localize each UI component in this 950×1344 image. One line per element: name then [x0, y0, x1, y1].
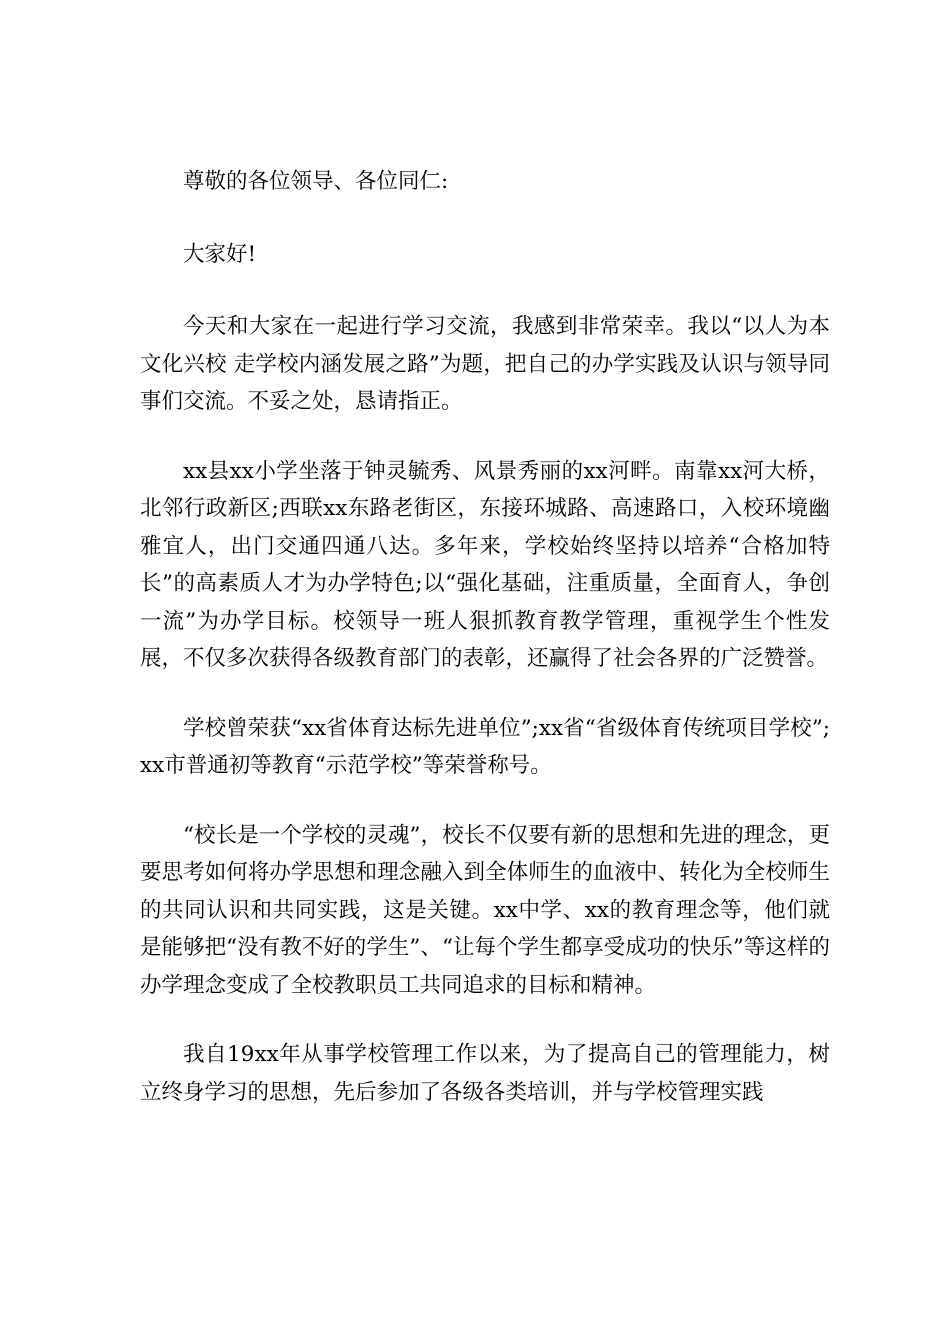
- paragraph-school-profile: xx县xx小学坐落于钟灵毓秀、风景秀丽的xx河畔。南靠xx河大桥，北邻行政新区;西联xx东路老街区，东接环城路、高速路口，入校环境幽雅宜人，出门交通四通八达。多年来，学校始终坚持以培养“合格加特长”的高素质人才为办学特色;以“强化基础，注重质量，全面育人，争创一流”为办学目标。校领导一班人狠抓教育教学管理，重视学生个性发展，不仅多次获得各级教育部门的表彰，还赢得了社会各界的广泛赞誉。: [140, 458, 830, 671]
- paragraph-honors: 学校曾荣获“xx省体育达标先进单位”;xx省“省级体育传统项目学校”;xx市普通初等教育“示范学校”等荣誉称号。: [140, 715, 830, 778]
- greeting: 大家好!: [183, 241, 257, 267]
- document-body: [140, 163, 830, 1143]
- salutation: 尊敬的各位领导、各位同仁:: [183, 169, 449, 194]
- paragraph-principal-role: “校长是一个学校的灵魂”，校长不仅要有新的思想和先进的理念，更要思考如何将办学思想和理念融入到全体师生的血液中、转化为全校师生的共同认识和共同实践，这是关键。xx中学、xx的教育理念等，他们就是能够把“没有教不好的学生”、“让每个学生都享受成功的快乐”等这样的办学理念变成了全校教职员工共同追求的目标和精神。: [140, 822, 830, 998]
- paragraph-intro: 今天和大家在一起进行学习交流，我感到非常荣幸。我以“以人为本 文化兴校 走学校内涵发展之路”为题，把自己的办学实践及认识与领导同事们交流。不妥之处，恳请指正。: [140, 314, 830, 414]
- paragraph-personal-experience: 我自19xx年从事学校管理工作以来，为了提高自己的管理能力，树立终身学习的思想，先后参加了各级各类培训，并与学校管理实践: [140, 1042, 830, 1105]
